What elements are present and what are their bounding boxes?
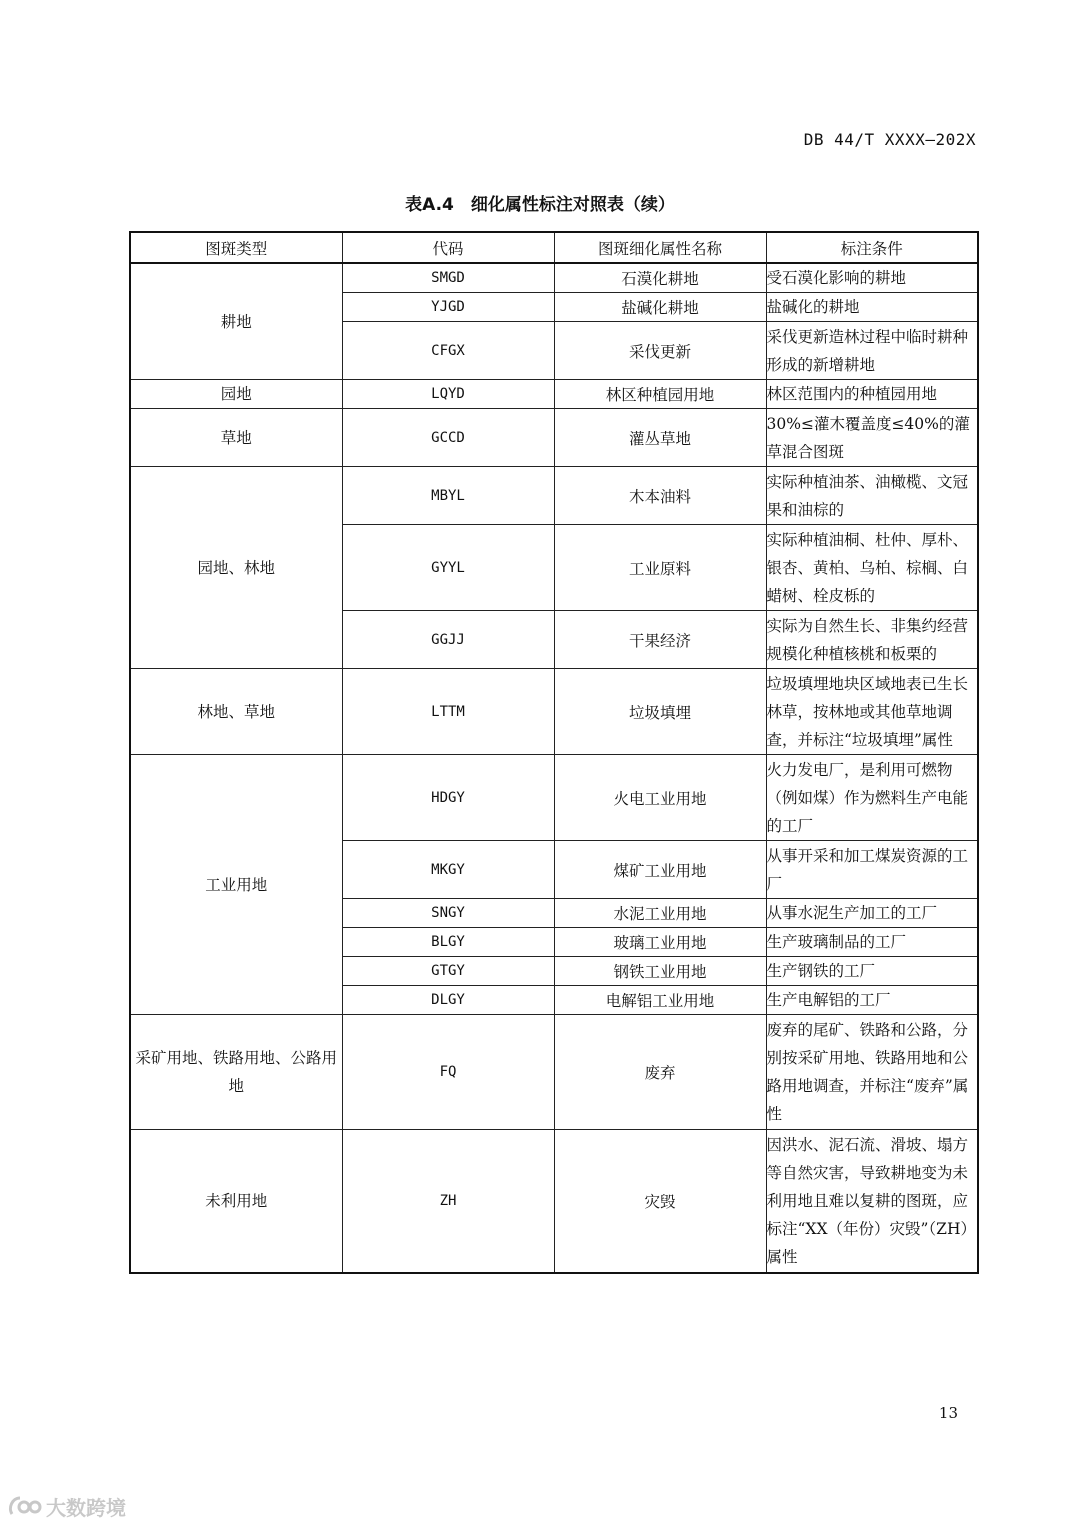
cell-attribute-name: 钢铁工业用地 bbox=[554, 957, 766, 986]
cell-condition: 火力发电厂，是利用可燃物（例如煤）作为燃料生产电能的工厂 bbox=[766, 755, 978, 841]
cell-attribute-name: 采伐更新 bbox=[554, 322, 766, 380]
cell-attribute-name: 木本油料 bbox=[554, 467, 766, 525]
cell-condition: 林区范围内的种植园用地 bbox=[766, 380, 978, 409]
cell-attribute-name: 火电工业用地 bbox=[554, 755, 766, 841]
cell-attribute-name: 灌丛草地 bbox=[554, 409, 766, 467]
watermark bbox=[8, 1492, 126, 1521]
cell-code: YJGD bbox=[342, 293, 554, 322]
table-row bbox=[130, 669, 978, 755]
cell-code: SNGY bbox=[342, 899, 554, 928]
parcel-type-label: 林地、草地 bbox=[197, 702, 275, 721]
cell-code: MBYL bbox=[342, 467, 554, 525]
parcel-type-label: 耕地 bbox=[220, 312, 252, 331]
cell-attribute-name: 石漠化耕地 bbox=[554, 263, 766, 293]
parcel-type-label: 工业用地 bbox=[205, 875, 268, 894]
column-header: 标注条件 bbox=[766, 232, 978, 263]
cell-code: BLGY bbox=[342, 928, 554, 957]
cell-parcel-type bbox=[130, 380, 342, 409]
table-row bbox=[130, 263, 978, 293]
table-row bbox=[130, 380, 978, 409]
cell-code: GYYL bbox=[342, 525, 554, 611]
table-body bbox=[130, 263, 978, 1273]
cell-attribute-name: 林区种植园用地 bbox=[554, 380, 766, 409]
cell-parcel-type bbox=[130, 1130, 342, 1274]
parcel-type-label: 采矿用地、铁路用地、公路用地 bbox=[135, 1049, 337, 1095]
cell-condition: 生产钢铁的工厂 bbox=[766, 957, 978, 986]
table-header-row bbox=[130, 232, 978, 263]
table-row bbox=[130, 1015, 978, 1130]
cell-condition: 废弃的尾矿、铁路和公路，分别按采矿用地、铁路用地和公路用地调查，并标注“废弃”属性 bbox=[766, 1015, 978, 1130]
page-number: 13 bbox=[938, 1404, 958, 1422]
cell-condition: 生产玻璃制品的工厂 bbox=[766, 928, 978, 957]
cell-attribute-name: 煤矿工业用地 bbox=[554, 841, 766, 899]
cell-condition: 因洪水、泥石流、滑坡、塌方等自然灾害，导致耕地变为未利用地且难以复耕的图斑，应标注“XX（年份）灾毁”（ZH）属性 bbox=[766, 1130, 978, 1274]
cell-condition: 垃圾填埋地块区域地表已生长林草，按林地或其他草地调查，并标注“垃圾填埋”属性 bbox=[766, 669, 978, 755]
cell-condition: 30%≤灌木覆盖度≤40%的灌草混合图斑 bbox=[766, 409, 978, 467]
cell-attribute-name: 电解铝工业用地 bbox=[554, 986, 766, 1015]
cell-attribute-name: 工业原料 bbox=[554, 525, 766, 611]
cell-code: CFGX bbox=[342, 322, 554, 380]
table-row bbox=[130, 467, 978, 525]
cell-condition: 采伐更新造林过程中临时耕种形成的新增耕地 bbox=[766, 322, 978, 380]
cell-attribute-name: 废弃 bbox=[554, 1015, 766, 1130]
cell-condition: 受石漠化影响的耕地 bbox=[766, 263, 978, 293]
table-row bbox=[130, 755, 978, 841]
cell-code: LQYD bbox=[342, 380, 554, 409]
cell-attribute-name: 干果经济 bbox=[554, 611, 766, 669]
cell-code: LTTM bbox=[342, 669, 554, 755]
cell-code: ZH bbox=[342, 1130, 554, 1274]
cell-condition: 实际为自然生长、非集约经营规模化种植核桃和板栗的 bbox=[766, 611, 978, 669]
cell-attribute-name: 水泥工业用地 bbox=[554, 899, 766, 928]
cell-attribute-name: 玻璃工业用地 bbox=[554, 928, 766, 957]
cell-condition: 实际种植油茶、油橄榄、文冠果和油棕的 bbox=[766, 467, 978, 525]
cell-condition: 生产电解铝的工厂 bbox=[766, 986, 978, 1015]
cell-code: DLGY bbox=[342, 986, 554, 1015]
cell-code: GGJJ bbox=[342, 611, 554, 669]
cell-attribute-name: 垃圾填埋 bbox=[554, 669, 766, 755]
cell-attribute-name: 盐碱化耕地 bbox=[554, 293, 766, 322]
document-code: DB 44/T XXXX—202X bbox=[803, 130, 976, 149]
cell-parcel-type bbox=[130, 467, 342, 669]
table-row bbox=[130, 1130, 978, 1274]
cell-code: FQ bbox=[342, 1015, 554, 1130]
column-header: 图斑类型 bbox=[130, 232, 342, 263]
table-title: 表A.4 细化属性标注对照表（续） bbox=[405, 195, 675, 215]
cell-condition: 盐碱化的耕地 bbox=[766, 293, 978, 322]
cell-code: MKGY bbox=[342, 841, 554, 899]
parcel-type-label: 未利用地 bbox=[205, 1192, 268, 1210]
parcel-type-label: 园地、林地 bbox=[197, 558, 275, 577]
cell-code: GCCD bbox=[342, 409, 554, 467]
cell-parcel-type bbox=[130, 755, 342, 1015]
cell-parcel-type bbox=[130, 409, 342, 467]
watermark-logo-icon bbox=[8, 1494, 42, 1520]
watermark-text: 大数跨境 bbox=[46, 1496, 126, 1520]
attribute-table bbox=[129, 231, 979, 1274]
table-row bbox=[130, 409, 978, 467]
cell-parcel-type bbox=[130, 669, 342, 755]
cell-code: GTGY bbox=[342, 957, 554, 986]
cell-parcel-type bbox=[130, 263, 342, 380]
parcel-type-label: 园地 bbox=[220, 385, 252, 403]
parcel-type-label: 草地 bbox=[220, 428, 252, 447]
column-header: 代码 bbox=[342, 232, 554, 263]
cell-code: SMGD bbox=[342, 263, 554, 293]
cell-condition: 实际种植油桐、杜仲、厚朴、银杏、黄柏、乌柏、棕榈、白蜡树、栓皮栎的 bbox=[766, 525, 978, 611]
cell-code: HDGY bbox=[342, 755, 554, 841]
column-header: 图斑细化属性名称 bbox=[554, 232, 766, 263]
cell-attribute-name: 灾毁 bbox=[554, 1130, 766, 1274]
cell-parcel-type bbox=[130, 1015, 342, 1130]
cell-condition: 从事水泥生产加工的工厂 bbox=[766, 899, 978, 928]
cell-condition: 从事开采和加工煤炭资源的工厂 bbox=[766, 841, 978, 899]
